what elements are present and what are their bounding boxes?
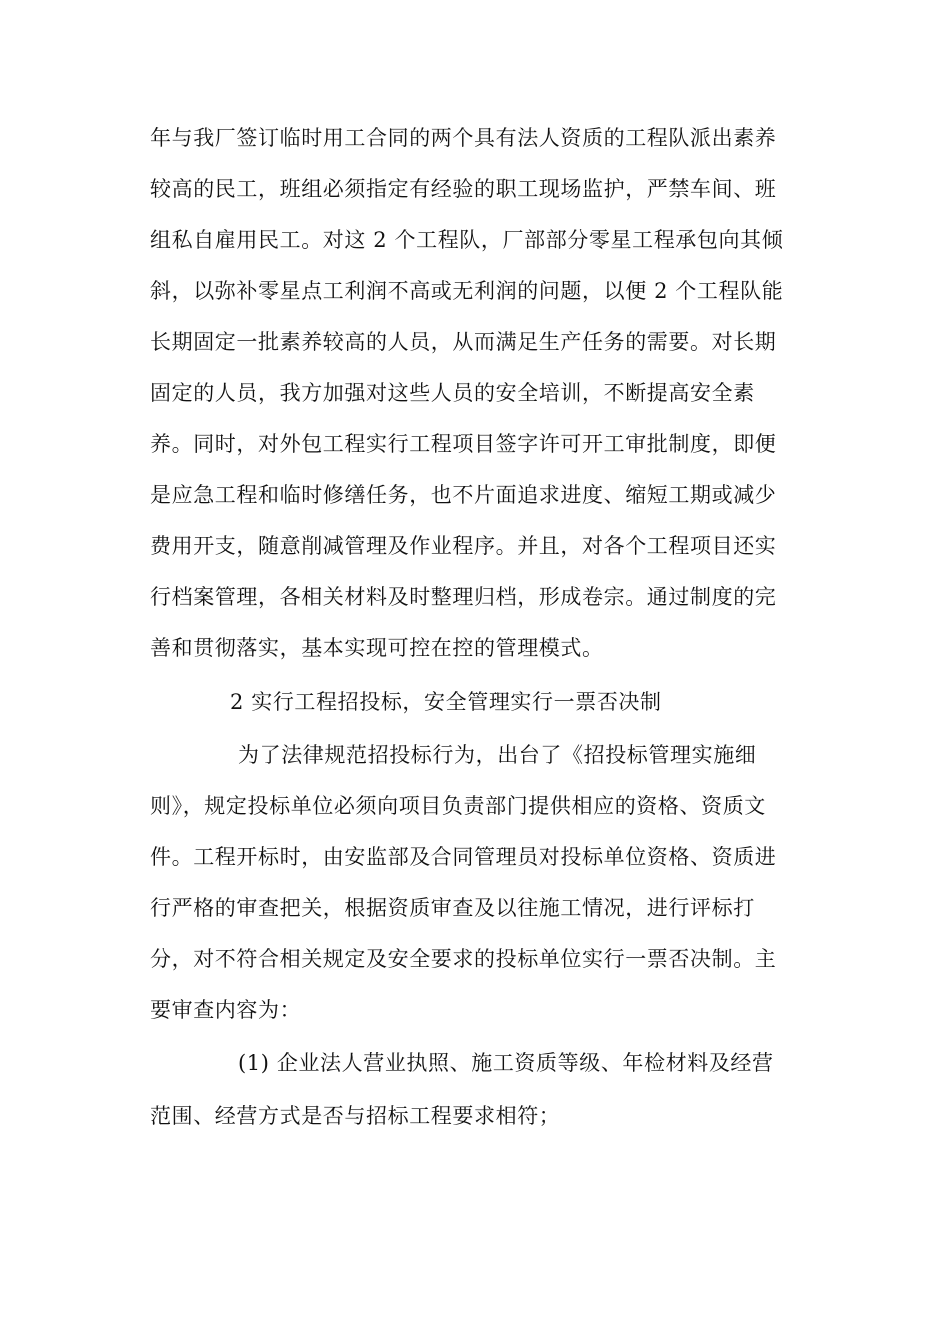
list-item-line: (1) 企业法人营业执照、施工资质等级、年检材料及经营 [238, 1051, 774, 1075]
paragraph-line: 固定的人员，我方加强对这些人员的安全培训，不断提高安全素 [150, 381, 755, 405]
paragraph-line: 行严格的审查把关，根据资质审查及以往施工情况，进行评标打 [150, 896, 755, 920]
section-heading: 2 实行工程招投标，安全管理实行一票否决制 [230, 690, 662, 714]
list-item-line: 范围、经营方式是否与招标工程要求相符； [150, 1104, 561, 1128]
paragraph-line: 费用开支，随意削减管理及作业程序。并且，对各个工程项目还实 [150, 534, 777, 558]
paragraph-line: 养。同时，对外包工程实行工程项目签字许可开工审批制度，即便 [150, 432, 777, 456]
paragraph-line: 是应急工程和临时修缮任务，也不片面追求进度、缩短工期或减少 [150, 483, 777, 507]
paragraph-line: 较高的民工，班组必须指定有经验的职工现场监护，严禁车间、班 [150, 177, 777, 201]
paragraph-line: 件。工程开标时，由安监部及合同管理员对投标单位资格、资质进 [150, 845, 777, 869]
paragraph-line: 年与我厂签订临时用工合同的两个具有法人资质的工程队派出素养 [150, 126, 777, 150]
paragraph-line: 行档案管理，各相关材料及时整理归档，形成卷宗。通过制度的完 [150, 585, 777, 609]
paragraph-line: 善和贯彻落实，基本实现可控在控的管理模式。 [150, 636, 604, 660]
paragraph-line: 长期固定一批素养较高的人员，从而满足生产任务的需要。对长期 [150, 330, 777, 354]
paragraph-line: 则》，规定投标单位必须向项目负责部门提供相应的资格、资质文 [150, 794, 766, 818]
paragraph-line: 斜，以弥补零星点工利润不高或无利润的问题，以便 2 个工程队能 [150, 279, 784, 303]
paragraph-line: 为了法律规范招投标行为，出台了《招投标管理实施细 [238, 743, 757, 767]
paragraph-line: 分，对不符合相关规定及安全要求的投标单位实行一票否决制。主 [150, 947, 777, 971]
paragraph-line: 组私自雇用民工。对这 2 个工程队，厂部部分零星工程承包向其倾 [150, 228, 784, 252]
paragraph-line: 要审查内容为： [150, 998, 302, 1022]
